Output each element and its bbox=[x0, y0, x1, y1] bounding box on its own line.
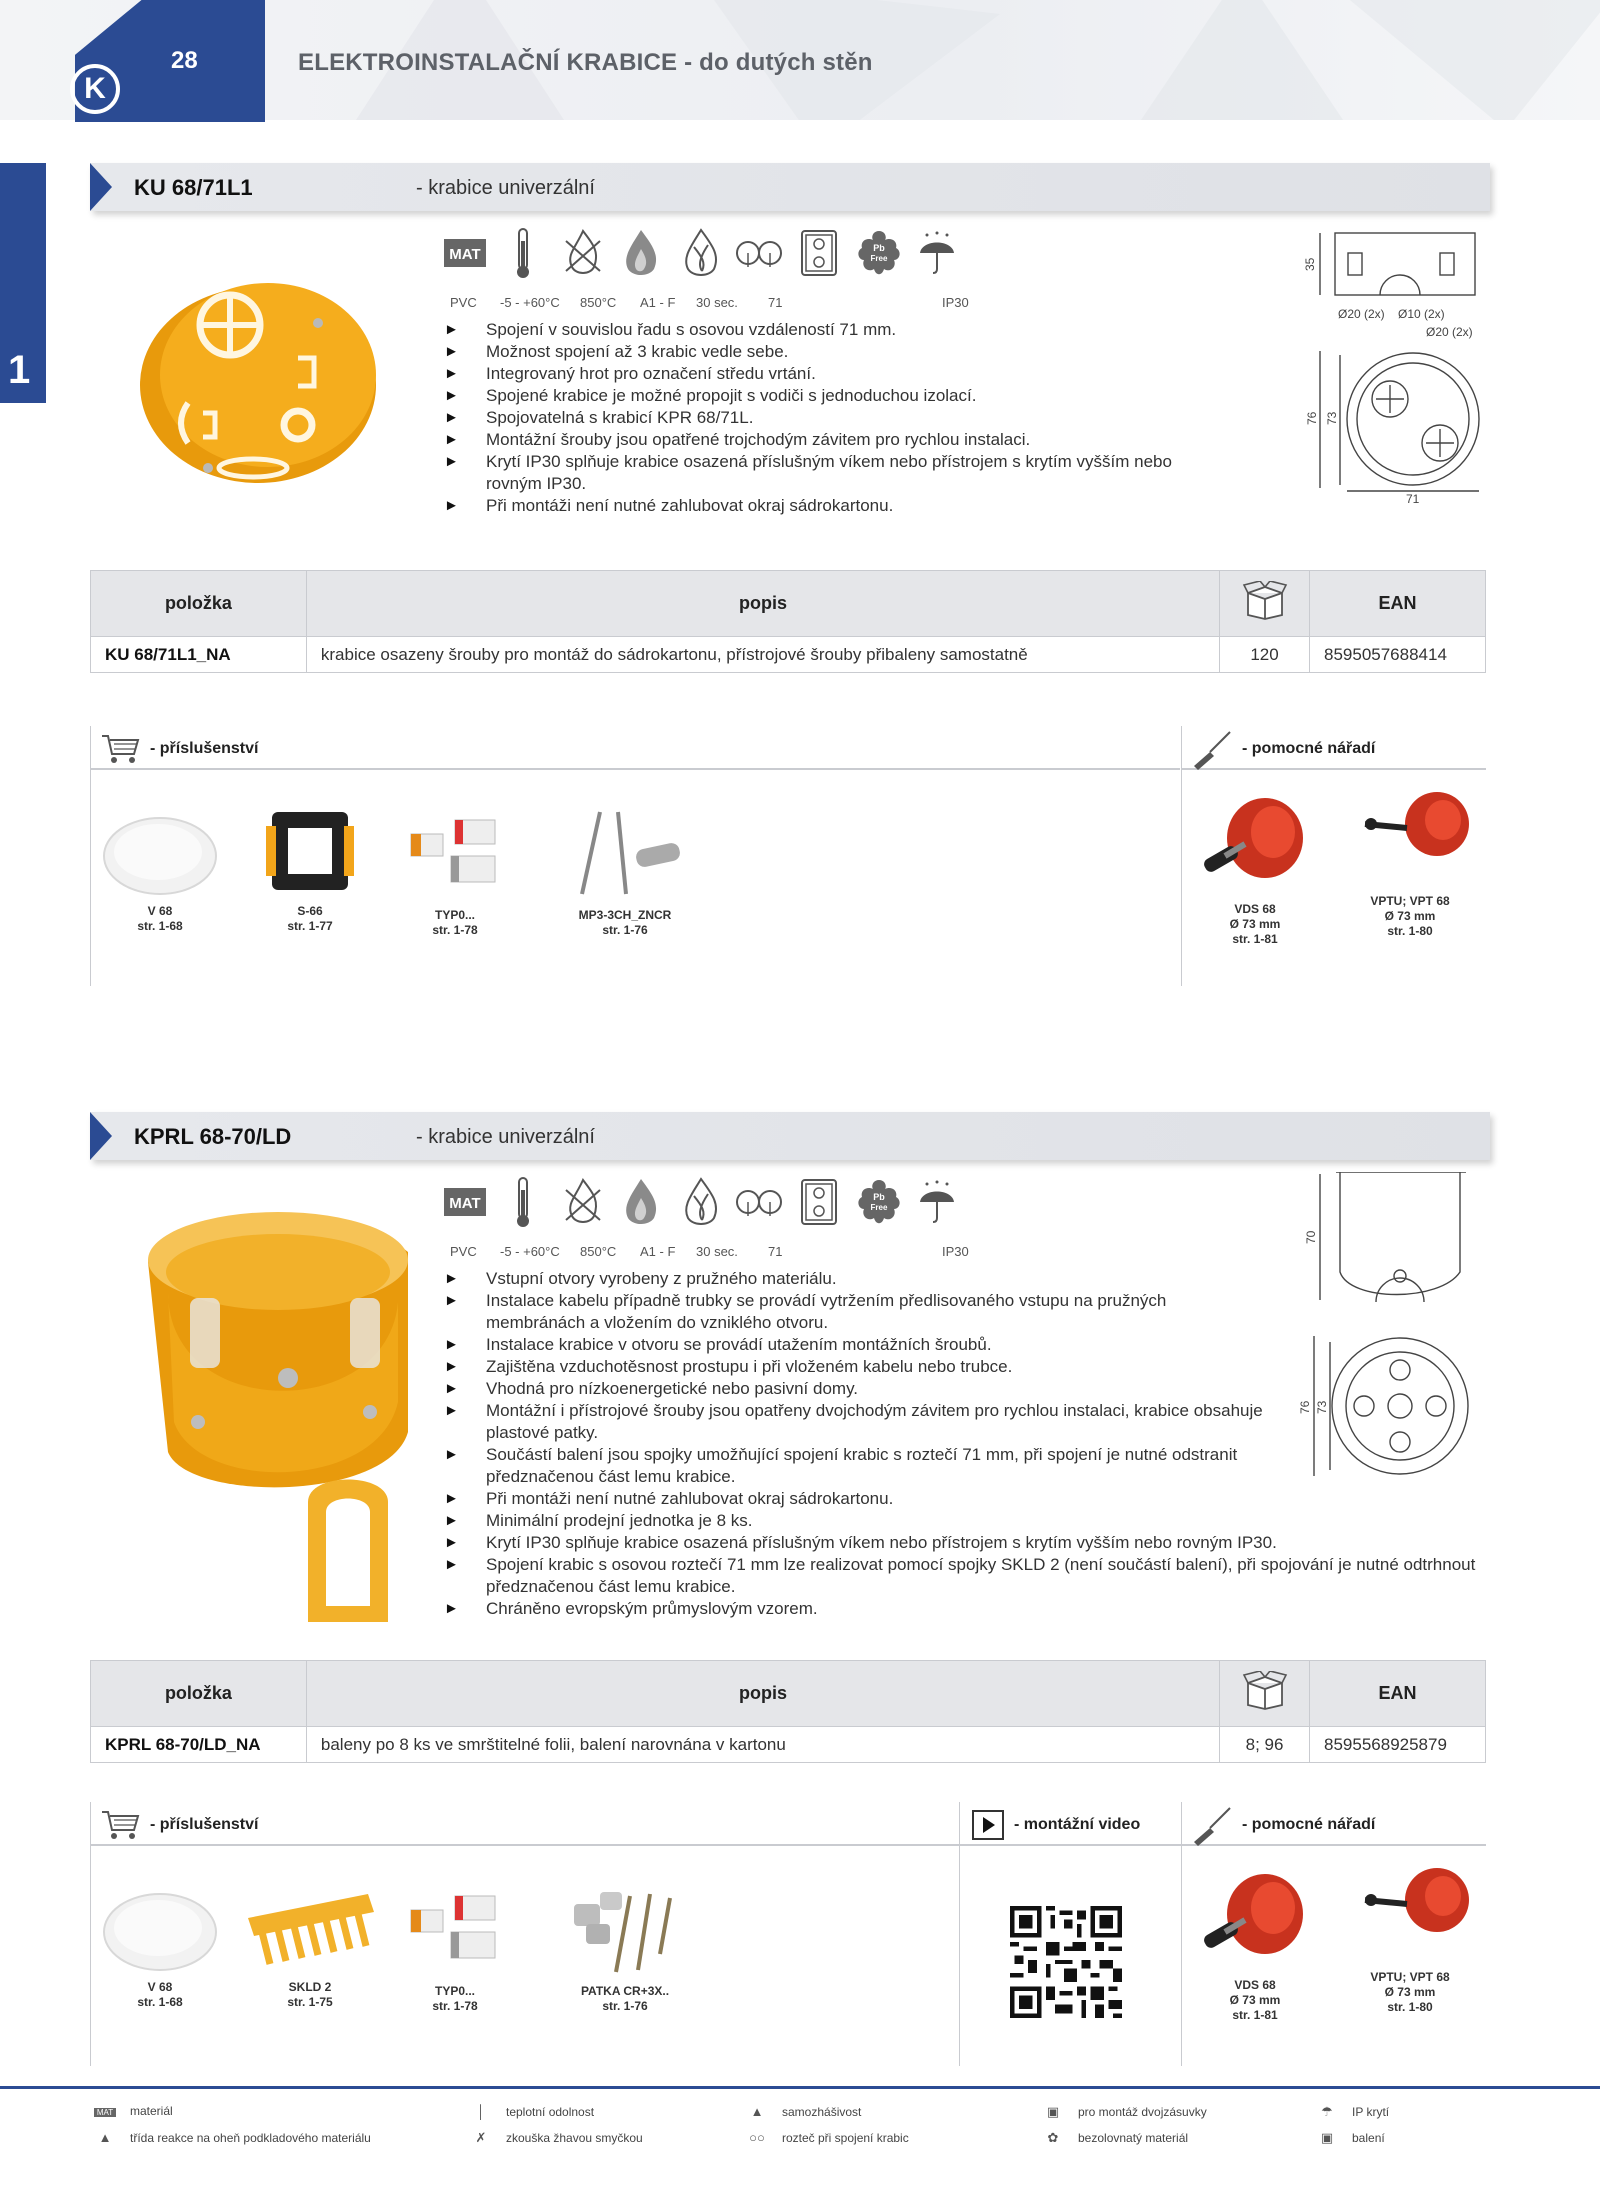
svg-text:Free: Free bbox=[870, 1203, 888, 1212]
product-subtitle: - krabice univerzální bbox=[416, 1126, 595, 1148]
package-box-icon bbox=[1242, 1671, 1288, 1711]
self-extinguishing-icon bbox=[676, 227, 726, 279]
list-item: ► Spojené krabice je možné propojit s vodiči s jednoduchou izolací. bbox=[444, 385, 1224, 407]
panel-divider bbox=[90, 1802, 91, 2066]
svg-text:Ø10 (2x): Ø10 (2x) bbox=[1398, 307, 1445, 321]
legend-item bbox=[94, 2130, 371, 2145]
svg-text:73: 73 bbox=[1325, 411, 1339, 425]
tools-label: - pomocné nářadí bbox=[1242, 1816, 1376, 1833]
technical-drawing bbox=[1290, 223, 1510, 503]
tool-item[interactable] bbox=[1190, 792, 1320, 947]
page-title: ELEKTROINSTALAČNÍ KRABICE - do dutých stěn bbox=[298, 49, 873, 76]
list-item: ► Vhodná pro nízkoenergetické nebo pasivní domy. bbox=[444, 1378, 1264, 1400]
tool-name: VDS 68 bbox=[1234, 902, 1276, 916]
column-header-description: popis bbox=[306, 1661, 1219, 1727]
video-header bbox=[960, 1802, 1181, 1846]
thermometer-icon bbox=[498, 1176, 548, 1228]
screwdriver-icon bbox=[1190, 1806, 1234, 1846]
accessory-name: V 68 bbox=[147, 1980, 173, 1994]
hole-saw-thumbnail bbox=[1195, 792, 1315, 894]
list-item: ► Spojovatelná s krabicí KPR 68/71L. bbox=[444, 407, 1224, 429]
chapter-number: 1 bbox=[8, 348, 31, 392]
tool-ref: str. 1-80 bbox=[1387, 924, 1433, 938]
accessory-name: S-66 bbox=[297, 904, 323, 918]
icon-label-temperature: -5 - +60°C bbox=[500, 295, 560, 310]
list-item: ► Instalace krabice v otvoru se provádí utažením montážních šroubů. bbox=[444, 1334, 1264, 1356]
icon-label-temperature: -5 - +60°C bbox=[500, 1244, 560, 1259]
self-extinguishing-icon: ▲ bbox=[750, 2104, 764, 2119]
package-box-icon bbox=[1242, 581, 1288, 621]
column-header-item: položka bbox=[91, 1661, 307, 1727]
accessories-label: - příslušenství bbox=[150, 1816, 259, 1833]
accessory-ref: str. 1-76 bbox=[602, 1999, 648, 2013]
shopping-cart-icon bbox=[100, 732, 140, 766]
legend-text: balení bbox=[1352, 2131, 1385, 2145]
footer-divider bbox=[0, 2086, 1600, 2089]
accessories-label: - příslušenství bbox=[150, 740, 259, 757]
legend-text: třída reakce na oheň podkladového materiálu bbox=[130, 2131, 371, 2145]
accessory-ref: str. 1-68 bbox=[137, 1995, 183, 2009]
lead-free-icon: ✿ bbox=[1047, 2130, 1059, 2145]
chapter-tab bbox=[0, 163, 46, 403]
cell-description: baleny po 8 ks ve smrštitelné folii, balení narovnána v kartonu bbox=[306, 1727, 1219, 1763]
icon-label-extinguish: 30 sec. bbox=[696, 295, 738, 310]
svg-text:76: 76 bbox=[1305, 411, 1319, 425]
accessory-name: PATKA CR+3X.. bbox=[580, 1984, 670, 1998]
shopping-cart-icon bbox=[100, 1808, 140, 1842]
accessories-header bbox=[90, 1802, 959, 1846]
tools-header bbox=[1182, 726, 1486, 770]
list-item: ► Součástí balení jsou spojky umožňující spojení krabic s roztečí 71 mm, při spojení je nutné odstranit předznačenou část lemu krabice. bbox=[444, 1444, 1264, 1488]
product-code: KPRL 68-70/LD bbox=[134, 1124, 292, 1149]
cell-ean: 8595568925879 bbox=[1310, 1727, 1486, 1763]
ip-rating-icon bbox=[912, 1176, 962, 1228]
legend-item bbox=[94, 2104, 173, 2118]
list-item: ► Zajištěna vzduchotěsnost prostupu i při vloženém kabelu nebo trubce. bbox=[444, 1356, 1264, 1378]
column-header-package bbox=[1220, 1661, 1310, 1727]
icon-label-ip: IP30 bbox=[942, 295, 969, 310]
double-socket-icon: ▣ bbox=[1046, 2104, 1060, 2119]
legend-text: samozhášivost bbox=[782, 2105, 862, 2119]
accessory-ref: str. 1-78 bbox=[432, 1999, 478, 2013]
accessory-item[interactable] bbox=[100, 1892, 220, 2010]
cell-qty: 8; 96 bbox=[1220, 1727, 1310, 1763]
ip-rating-icon bbox=[912, 227, 962, 279]
screws-feet-thumbnail bbox=[560, 1884, 690, 1976]
fire-class-icon bbox=[616, 1176, 666, 1228]
cell-description: krabice osazeny šrouby pro montáž do sádrokartonu, přístrojové šrouby přibaleny samostatně bbox=[306, 637, 1219, 673]
legend-item bbox=[746, 2104, 861, 2119]
icon-label-spacing: 71 bbox=[768, 295, 783, 310]
product-title-bar bbox=[90, 163, 1490, 211]
accessory-item[interactable] bbox=[560, 808, 690, 938]
play-video-icon[interactable] bbox=[972, 1810, 1004, 1840]
cell-ean: 8595057688414 bbox=[1310, 637, 1486, 673]
accessory-item[interactable] bbox=[400, 814, 510, 938]
self-extinguishing-icon bbox=[676, 1176, 726, 1228]
glow-wire-icon bbox=[558, 227, 608, 279]
accessory-ref: str. 1-76 bbox=[602, 923, 648, 937]
connector-thumbnail bbox=[405, 1890, 505, 1976]
tool-ref: str. 1-80 bbox=[1387, 2000, 1433, 2014]
product-photo-ku68 bbox=[118, 263, 388, 493]
cell-item: KPRL 68-70/LD_NA bbox=[91, 1727, 307, 1763]
clip-strip-thumbnail bbox=[240, 1888, 380, 1972]
legend-text: materiál bbox=[130, 2104, 173, 2118]
tools-label: - pomocné nářadí bbox=[1242, 740, 1376, 757]
column-header-description: popis bbox=[306, 571, 1219, 637]
legend-item bbox=[1042, 2130, 1188, 2146]
thermometer-icon: │ bbox=[476, 2104, 486, 2119]
accessory-item[interactable] bbox=[100, 816, 220, 934]
list-item: ► Montážní i přístrojové šrouby jsou opatřeny dvojchodým závitem pro rychlou instalaci, krabice obsahuje plastové patky. bbox=[444, 1400, 1264, 1444]
qr-code[interactable] bbox=[1010, 1906, 1122, 2018]
svg-text:Ø20 (2x): Ø20 (2x) bbox=[1338, 307, 1385, 321]
panel-divider bbox=[90, 726, 91, 986]
double-socket-icon bbox=[794, 227, 844, 279]
list-item: ► Spojení krabic s osovou roztečí 71 mm lze realizovat pomocí spojky SKLD 2 (není součástí balení), při spojování je nutné odtrhnout předznačenou část lemu krabice. bbox=[444, 1554, 1490, 1598]
accessory-item[interactable] bbox=[400, 1890, 510, 2014]
icon-label-material: PVC bbox=[450, 1244, 477, 1259]
list-item: ► Možnost spojení až 3 krabic vedle sebe. bbox=[444, 341, 1224, 363]
hole-saw-thumbnail bbox=[1195, 1868, 1315, 1970]
product-table-1 bbox=[90, 570, 1486, 673]
accessory-item[interactable] bbox=[550, 1884, 700, 2014]
icon-label-glow-wire: 850°C bbox=[580, 1244, 617, 1259]
page-number: 28 bbox=[171, 47, 198, 74]
box-spacing-icon bbox=[734, 227, 784, 279]
tool-name: VDS 68 bbox=[1234, 1978, 1276, 1992]
tool-size: Ø 73 mm bbox=[1229, 917, 1281, 931]
accessory-item[interactable] bbox=[240, 1888, 380, 2010]
accessory-ref: str. 1-77 bbox=[287, 919, 333, 933]
svg-text:MAT: MAT bbox=[449, 1195, 481, 1212]
frame-thumbnail bbox=[262, 806, 358, 896]
material-icon bbox=[440, 227, 490, 279]
tool-name: VPTU; VPT 68 bbox=[1370, 894, 1450, 908]
icon-label-material: PVC bbox=[450, 295, 477, 310]
icon-label-extinguish: 30 sec. bbox=[696, 1244, 738, 1259]
svg-text:Pb: Pb bbox=[873, 243, 885, 253]
tool-size: Ø 73 mm bbox=[1229, 1993, 1281, 2007]
svg-text:Free: Free bbox=[870, 254, 888, 263]
accessory-ref: str. 1-78 bbox=[432, 923, 478, 937]
box-spacing-icon: ○○ bbox=[749, 2130, 765, 2145]
svg-text:35: 35 bbox=[1303, 257, 1317, 271]
accessories-panel-2 bbox=[90, 1802, 1486, 2066]
feature-list bbox=[444, 319, 1224, 517]
product-subtitle: - krabice univerzální bbox=[416, 177, 595, 199]
saw-adapter-thumbnail bbox=[1345, 1860, 1475, 1962]
accessory-item[interactable] bbox=[260, 806, 360, 934]
video-label: - montážní video bbox=[1014, 1816, 1141, 1833]
tool-name: VPTU; VPT 68 bbox=[1370, 1970, 1450, 1984]
property-icons bbox=[440, 227, 980, 287]
list-item: ► Minimální prodejní jednotka je 8 ks. bbox=[444, 1510, 1264, 1532]
lead-free-icon bbox=[854, 227, 904, 279]
accessory-name: TYP0... bbox=[434, 908, 475, 922]
svg-text:MAT: MAT bbox=[449, 246, 481, 263]
list-item: ► Krytí IP30 splňuje krabice osazená příslušným víkem nebo přístrojem s krytím vyšším nebo rovným IP30. bbox=[444, 451, 1224, 495]
column-header-ean: EAN bbox=[1310, 1661, 1486, 1727]
accessories-header bbox=[90, 726, 1180, 770]
accessory-name: SKLD 2 bbox=[288, 1980, 332, 1994]
legend-text: zkouška žhavou smyčkou bbox=[506, 2131, 643, 2145]
legend-text: IP krytí bbox=[1352, 2105, 1390, 2119]
material-icon: MAT bbox=[94, 2108, 116, 2117]
accessory-name: MP3-3CH_ZNCR bbox=[578, 908, 672, 922]
accessory-name: TYP0... bbox=[434, 1984, 475, 1998]
svg-text:76: 76 bbox=[1298, 1400, 1312, 1414]
double-socket-icon bbox=[794, 1176, 844, 1228]
svg-text:Ø20 (2x): Ø20 (2x) bbox=[1426, 325, 1473, 339]
technical-drawing bbox=[1280, 1172, 1500, 1502]
column-header-ean: EAN bbox=[1310, 571, 1486, 637]
list-item: ► Spojení v souvislou řadu s osovou vzdáleností 71 mm. bbox=[444, 319, 1224, 341]
icon-label-ip: IP30 bbox=[942, 1244, 969, 1259]
product-title-bar bbox=[90, 1112, 1490, 1160]
package-box-icon: ▣ bbox=[1320, 2130, 1334, 2145]
list-item: ► Krytí IP30 splňuje krabice osazená příslušným víkem nebo přístrojem s krytím vyšším nebo rovným IP30. bbox=[444, 1532, 1490, 1554]
tool-ref: str. 1-81 bbox=[1232, 932, 1278, 946]
list-item: ► Při montáži není nutné zahlubovat okraj sádrokartonu. bbox=[444, 1488, 1264, 1510]
company-logo: K bbox=[70, 64, 120, 114]
cell-item: KU 68/71L1_NA bbox=[91, 637, 307, 673]
list-item: ► Při montáži není nutné zahlubovat okraj sádrokartonu. bbox=[444, 495, 1224, 517]
legend-text: pro montáž dvojzásuvky bbox=[1078, 2105, 1207, 2119]
material-icon bbox=[440, 1176, 490, 1228]
glow-wire-icon bbox=[558, 1176, 608, 1228]
fire-class-icon: ▲ bbox=[98, 2130, 112, 2145]
accessory-name: V 68 bbox=[147, 904, 173, 918]
cover-thumbnail bbox=[100, 1892, 220, 1972]
tool-ref: str. 1-81 bbox=[1232, 2008, 1278, 2022]
icon-label-spacing: 71 bbox=[768, 1244, 783, 1259]
box-spacing-icon bbox=[734, 1176, 784, 1228]
saw-adapter-thumbnail bbox=[1345, 784, 1475, 886]
list-item: ► Montážní šrouby jsou opatřené trojchodým závitem pro rychlou instalaci. bbox=[444, 429, 1224, 451]
list-item: ► Integrovaný hrot pro označení středu vrtání. bbox=[444, 363, 1224, 385]
cover-thumbnail bbox=[100, 816, 220, 896]
icon-label-fire-class: A1 - F bbox=[640, 295, 676, 310]
accessory-ref: str. 1-75 bbox=[287, 1995, 333, 2009]
fire-class-icon bbox=[616, 227, 666, 279]
legend-item bbox=[1042, 2104, 1207, 2120]
table-row bbox=[91, 1727, 1486, 1763]
icon-label-glow-wire: 850°C bbox=[580, 295, 617, 310]
list-item: ► Instalace kabelu případně trubky se provádí vytržením předlisovaného vstupu na pružných membránách a vložením do vzniklého otvoru. bbox=[444, 1290, 1264, 1334]
column-header-package bbox=[1220, 571, 1310, 637]
accessory-ref: str. 1-68 bbox=[137, 919, 183, 933]
tool-item[interactable] bbox=[1190, 1868, 1320, 2023]
tool-item[interactable] bbox=[1340, 1860, 1480, 2015]
screwdriver-icon bbox=[1190, 730, 1234, 770]
tool-size: Ø 73 mm bbox=[1384, 1985, 1436, 1999]
column-header-item: položka bbox=[91, 571, 307, 637]
icon-labels bbox=[440, 1244, 1000, 1262]
accessories-panel-1 bbox=[90, 726, 1486, 986]
screws-thumbnail bbox=[560, 808, 690, 900]
list-item: ► Chráněno evropským průmyslovým vzorem. bbox=[444, 1598, 1490, 1620]
product-photo-kprl bbox=[108, 1202, 428, 1622]
icon-label-fire-class: A1 - F bbox=[640, 1244, 676, 1259]
legend-text: teplotní odolnost bbox=[506, 2105, 595, 2119]
legend-item bbox=[1316, 2104, 1389, 2120]
tools-header bbox=[1182, 1802, 1486, 1846]
svg-text:71: 71 bbox=[1406, 492, 1420, 503]
legend-text: rozteč při spojení krabic bbox=[782, 2131, 909, 2145]
list-item: ► Vstupní otvory vyrobeny z pružného materiálu. bbox=[444, 1268, 1264, 1290]
svg-text:70: 70 bbox=[1304, 1230, 1318, 1244]
product-code: KU 68/71L1 bbox=[134, 175, 253, 200]
table-row bbox=[91, 637, 1486, 673]
glow-wire-icon: ✗ bbox=[475, 2130, 487, 2145]
legend-item bbox=[746, 2130, 909, 2145]
lead-free-icon bbox=[854, 1176, 904, 1228]
tool-size: Ø 73 mm bbox=[1384, 909, 1436, 923]
legend-item bbox=[1316, 2130, 1385, 2146]
legend-item bbox=[470, 2130, 643, 2146]
thermometer-icon bbox=[498, 227, 548, 279]
cell-qty: 120 bbox=[1220, 637, 1310, 673]
product-table-2 bbox=[90, 1660, 1486, 1763]
tool-item[interactable] bbox=[1340, 784, 1480, 939]
legend-item bbox=[470, 2104, 594, 2119]
ip-rating-icon: ☂ bbox=[1321, 2104, 1333, 2119]
svg-text:73: 73 bbox=[1315, 1400, 1329, 1414]
svg-text:Pb: Pb bbox=[873, 1192, 885, 1202]
legend-text: bezolovnatý materiál bbox=[1078, 2131, 1189, 2145]
property-icons bbox=[440, 1176, 980, 1236]
icon-labels bbox=[440, 295, 1000, 313]
connector-thumbnail bbox=[405, 814, 505, 900]
